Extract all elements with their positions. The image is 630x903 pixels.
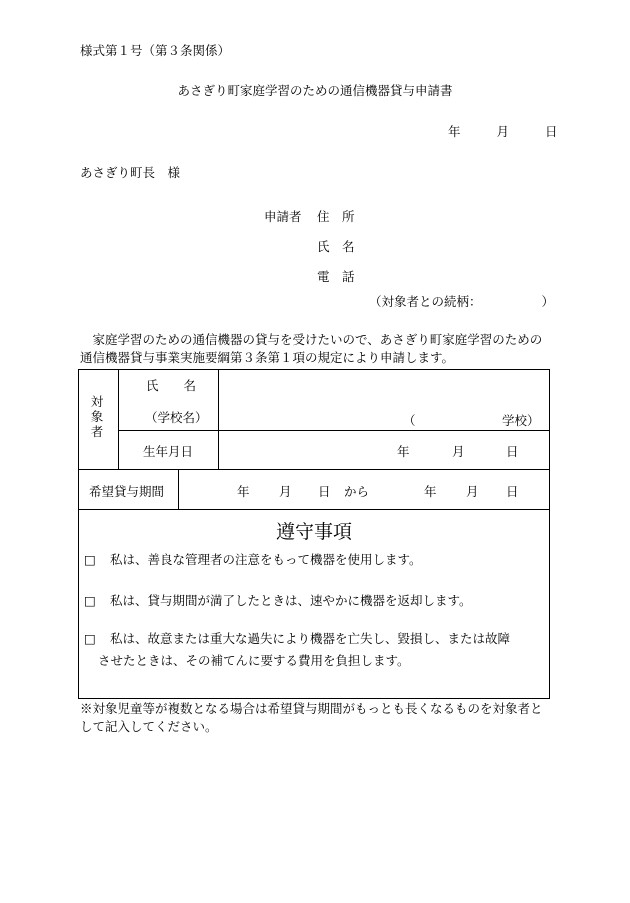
address-label: 住 所 xyxy=(317,209,355,224)
table-line-target-col xyxy=(118,369,119,469)
date-day-label: 日 xyxy=(544,124,558,139)
pledge-text-3-cont: させたときは、その補てんに要する費用を負担します。 xyxy=(98,653,410,668)
period-to-year: 年 xyxy=(424,484,437,499)
relation-label: （対象者との続柄： xyxy=(369,294,482,309)
relation-close: ） xyxy=(541,294,555,309)
applicant-label: 申請者 xyxy=(264,209,302,224)
document-title: あさぎり町家庭学習のための通信機器貸与申請書 xyxy=(177,83,453,98)
checkbox-icon[interactable]: □ xyxy=(84,631,96,646)
pledge-item-1 xyxy=(84,549,546,571)
school-name-label: （学校名） xyxy=(145,410,208,425)
pledge-text-2: 私は、貸与期間が満了したときは、速やかに機器を返却します。 xyxy=(110,593,472,608)
school-suffix: 学校） xyxy=(502,413,540,428)
table-line-target-period xyxy=(78,469,550,470)
date-month-label: 月 xyxy=(496,124,509,139)
birthdate-label: 生年月日 xyxy=(143,444,194,459)
table-line-period-col xyxy=(178,469,179,509)
pledge-text-3: 私は、故意または重大な過失により機器を亡失し、毀損し、または故障 xyxy=(110,631,511,646)
birth-month-label: 月 xyxy=(452,444,465,459)
period-from-month: 月 xyxy=(279,484,292,499)
pledge-title: 遵守事項 xyxy=(275,521,352,543)
school-open-paren: （ xyxy=(403,413,416,428)
period-from-day: 日 xyxy=(318,484,331,499)
pledge-text-1: 私は、善良な管理者の注意をもって機器を使用します。 xyxy=(110,552,422,567)
period-from-word: から xyxy=(344,484,370,499)
name-label: 氏 名 xyxy=(317,239,355,254)
checkbox-icon[interactable]: □ xyxy=(84,552,96,567)
birth-year-label: 年 xyxy=(397,444,410,459)
table-line-period-pledge xyxy=(78,509,550,510)
period-to-month: 月 xyxy=(466,484,479,499)
phone-label: 電 話 xyxy=(317,269,355,284)
date-year-label: 年 xyxy=(448,124,461,139)
pledge-item-3 xyxy=(84,628,546,672)
addressee: あさぎり町長 様 xyxy=(80,165,181,180)
relation-line xyxy=(369,292,554,310)
footnote: ※対象児童等が複数となる場合は希望貸与期間がもっとも長くなるものを対象者として記入してください。 xyxy=(80,701,543,734)
period-label: 希望貸与期間 xyxy=(89,484,165,499)
child-name-label: 氏 名 xyxy=(146,378,197,393)
birth-day-label: 日 xyxy=(506,444,519,459)
application-date xyxy=(448,122,557,140)
period-to-day: 日 xyxy=(506,484,519,499)
checkbox-icon[interactable]: □ xyxy=(84,593,96,608)
intro-paragraph: 家庭学習のための通信機器の貸与を受けたいので、あさぎり町家庭学習のための通信機器貸与事業実施要綱第３条第１項の規定により申請します。 xyxy=(80,332,543,365)
target-person-label: 対 象 者 xyxy=(90,394,104,439)
form-number: 様式第１号（第３条関係） xyxy=(80,43,231,58)
pledge-item-2 xyxy=(84,590,546,612)
period-from-year: 年 xyxy=(237,484,250,499)
table-line-label-col xyxy=(218,369,219,469)
table-line-name-birth xyxy=(118,430,550,431)
